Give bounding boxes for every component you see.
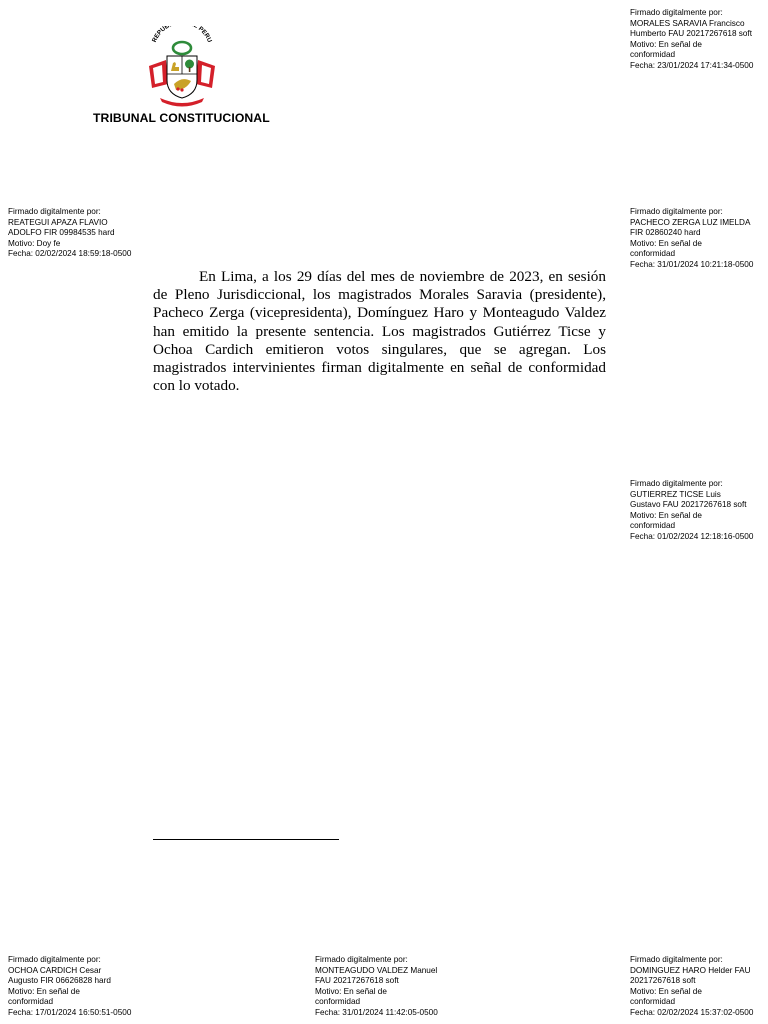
digital-signature-gutierrez: Firmado digitalmente por: GUTIERREZ TICSE Luis Gustavo FAU 20217267618 soft Motivo: En señal de conformidad Fecha: 01/02/2024 12:18:16-0500: [630, 479, 754, 541]
digital-signature-morales: Firmado digitalmente por: MORALES SARAVIA Francisco Humberto FAU 20217267618 soft Motivo: En señal de conformidad Fecha: 23/01/2024 17:41:34-0500: [630, 8, 754, 70]
digital-signature-pacheco: Firmado digitalmente por: PACHECO ZERGA LUZ IMELDA FIR 02860240 hard Motivo: En señal de conformidad Fecha: 31/01/2024 10:21:18-0500: [630, 207, 754, 269]
institution-name: TRIBUNAL CONSTITUCIONAL: [93, 111, 270, 125]
digital-signature-reategui: Firmado digitalmente por: REATEGUI APAZA FLAVIO ADOLFO FIR 09984535 hard Motivo: Doy fe Fecha: 02/02/2024 18:59:18-0500: [8, 207, 132, 259]
coat-of-arms-logo: [142, 26, 222, 108]
digital-signature-ochoa: Firmado digitalmente por: OCHOA CARDICH Cesar Augusto FIR 06626828 hard Motivo: En señal de conformidad Fecha: 17/01/2024 16:50:51-0500: [8, 955, 132, 1017]
seal-arc-text: REPUB PERU: [150, 26, 214, 44]
digital-signature-dominguez: Firmado digitalmente por: DOMINGUEZ HARO Helder FAU 20217267618 soft Motivo: En señal de conformidad Fecha: 02/02/2024 15:37:02-0500: [630, 955, 754, 1017]
coat-of-arms-icon: [142, 26, 222, 108]
sentence-paragraph: En Lima, a los 29 días del mes de noviembre de 2023, en sesión de Pleno Jurisdiccional, los magistrados Morales Saravia (presidente), Pacheco Zerga (vicepresidenta), Domínguez Haro y Monteagudo Valdez han emitido la presente sentencia. Los magistrados Gutiérrez Ticse y Ochoa Cardich emitieron votos singulares, que se agregan. Los magistrados intervinientes firman digitalmente en señal de conformidad con lo votado.: [153, 268, 606, 395]
digital-signature-monteagudo: Firmado digitalmente por: MONTEAGUDO VALDEZ Manuel FAU 20217267618 soft Motivo: En señal de conformidad Fecha: 31/01/2024 11:42:05-0500: [315, 955, 438, 1017]
footnote-separator: [153, 839, 339, 840]
